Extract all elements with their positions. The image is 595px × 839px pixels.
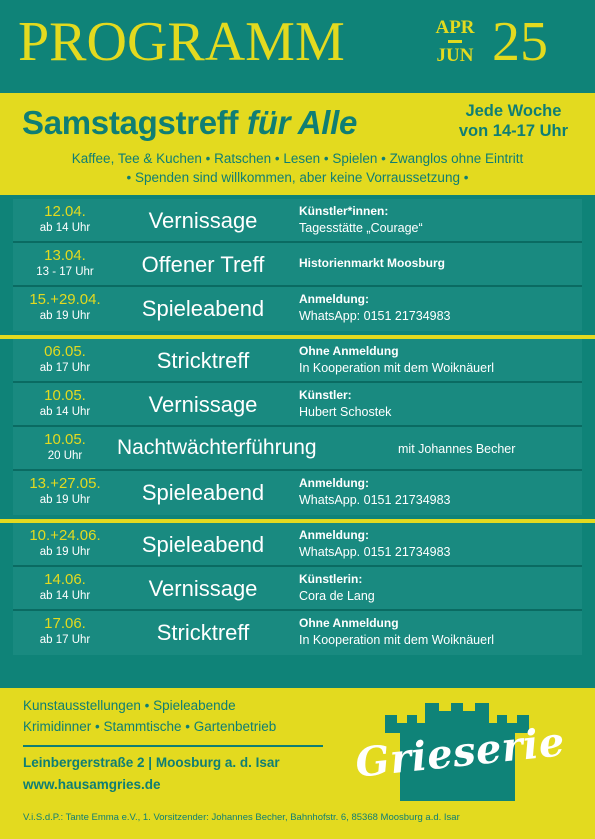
event-row [13,471,582,515]
event-detail-heading: Anmeldung: [299,528,369,542]
event-time: ab 17 Uhr [39,362,91,374]
event-detail-text: Cora de Lang [299,589,375,603]
event-row [13,523,582,567]
event-detail-text: In Kooperation mit dem Woiknäuerl [299,361,495,375]
event-date: 12.04. [44,203,86,220]
event-title: Stricktreff [156,620,250,645]
event-title: Offener Treff [141,252,265,277]
event-time: ab 19 Uhr [39,546,91,558]
month-to: JUN [436,44,474,66]
event-list [13,199,582,659]
event-detail-text: In Kooperation mit dem Woiknäuerl [299,633,495,647]
band-title-italic: für Alle [247,104,358,141]
page-title: PROGRAMM [18,11,345,73]
footer-categories-2: Krimidinner • Stammtische • Gartenbetrieb [23,719,277,734]
month-range [430,18,480,66]
event-date: 10.+24.06. [29,527,101,544]
event-date: 10.05. [44,387,86,404]
event-date: 13.+27.05. [29,475,101,492]
event-row [13,383,582,427]
event-row [13,287,582,331]
event-title: Vernissage [148,392,258,417]
band-title [22,104,357,142]
grieserie-logo [355,693,565,801]
event-title: Spieleabend [141,532,265,557]
footer-divider [23,745,323,747]
footer [0,688,595,839]
event-date: 15.+29.04. [29,291,101,308]
event-time: ab 19 Uhr [39,310,91,322]
event-date: 14.06. [44,571,86,588]
event-row [13,199,582,243]
event-time: ab 14 Uhr [39,406,91,418]
event-time: ab 17 Uhr [39,634,91,646]
event-title: Vernissage [148,208,258,233]
footer-website[interactable]: www.hausamgries.de [23,777,161,792]
event-date: 06.05. [44,343,86,360]
event-group [13,523,582,655]
footer-categories-1: Kunstausstellungen • Spieleabende [23,698,236,713]
band-description-line1: Kaffee, Tee & Kuchen • Ratschen • Lesen • Spielen • Zwanglos ohne Eintritt [71,151,524,166]
footer-address: Leinbergerstraße 2 | Moosburg a. d. Isar [23,755,280,770]
event-detail-heading: Ohne Anmeldung [299,616,399,630]
event-title: Vernissage [148,576,258,601]
event-title: Spieleabend [141,296,265,321]
event-detail-heading: Ohne Anmeldung [299,344,399,358]
event-group [13,339,582,515]
month-from: APR [435,17,475,38]
event-detail-heading: Künstlerin: [299,572,363,586]
event-detail-heading: Künstler: [299,388,352,402]
event-detail-text: WhatsApp. 0151 21734983 [299,545,451,559]
event-time: ab 14 Uhr [39,222,91,234]
band-week-line1: Jede Woche [465,102,562,120]
band-description-line2: • Spenden sind willkommen, aber keine Vorraussetzung • [126,170,469,185]
event-title: Spieleabend [141,480,265,505]
band-title-main: Samstagstreff [22,104,248,141]
event-date: 17.06. [44,615,86,632]
event-date: 13.04. [44,247,86,264]
event-group [13,199,582,331]
event-date: 10.05. [44,431,86,448]
event-detail-heading: Anmeldung: [299,292,369,306]
event-title: Stricktreff [156,348,250,373]
month-dash [448,40,462,43]
samstagstreff-band [0,93,595,195]
event-detail-heading: Historienmarkt Moosburg [299,256,446,270]
event-time: 13 - 17 Uhr [36,266,94,278]
event-detail-text: mit Johannes Becher [398,442,516,456]
footer-legal: V.i.S.d.P.: Tante Emma e.V., 1. Vorsitzender: Johannes Becher, Bahnhofstr. 6, 85368 Moosburg a.d. Isar [23,812,460,823]
event-time: ab 19 Uhr [39,494,91,506]
event-detail-text: WhatsApp. 0151 21734983 [299,493,451,507]
year: 25 [492,11,548,73]
event-row [13,567,582,611]
event-detail-heading: Künstler*innen: [299,204,389,218]
event-time: 20 Uhr [47,450,83,462]
event-row [13,427,582,471]
event-detail-heading: Anmeldung: [299,476,369,490]
event-time: ab 14 Uhr [39,590,91,602]
event-detail-text: Tagesstätte „Courage“ [299,221,423,235]
event-row [13,339,582,383]
event-title: Nachtwächterführung [117,436,317,459]
event-row [13,611,582,655]
logo-text: Grieserie [353,718,567,787]
band-week-line2: von 14-17 Uhr [458,121,568,140]
band-schedule [459,102,568,142]
event-detail-text: Hubert Schostek [299,405,392,419]
event-row [13,243,582,287]
event-detail-text: WhatsApp: 0151 21734983 [299,309,451,323]
